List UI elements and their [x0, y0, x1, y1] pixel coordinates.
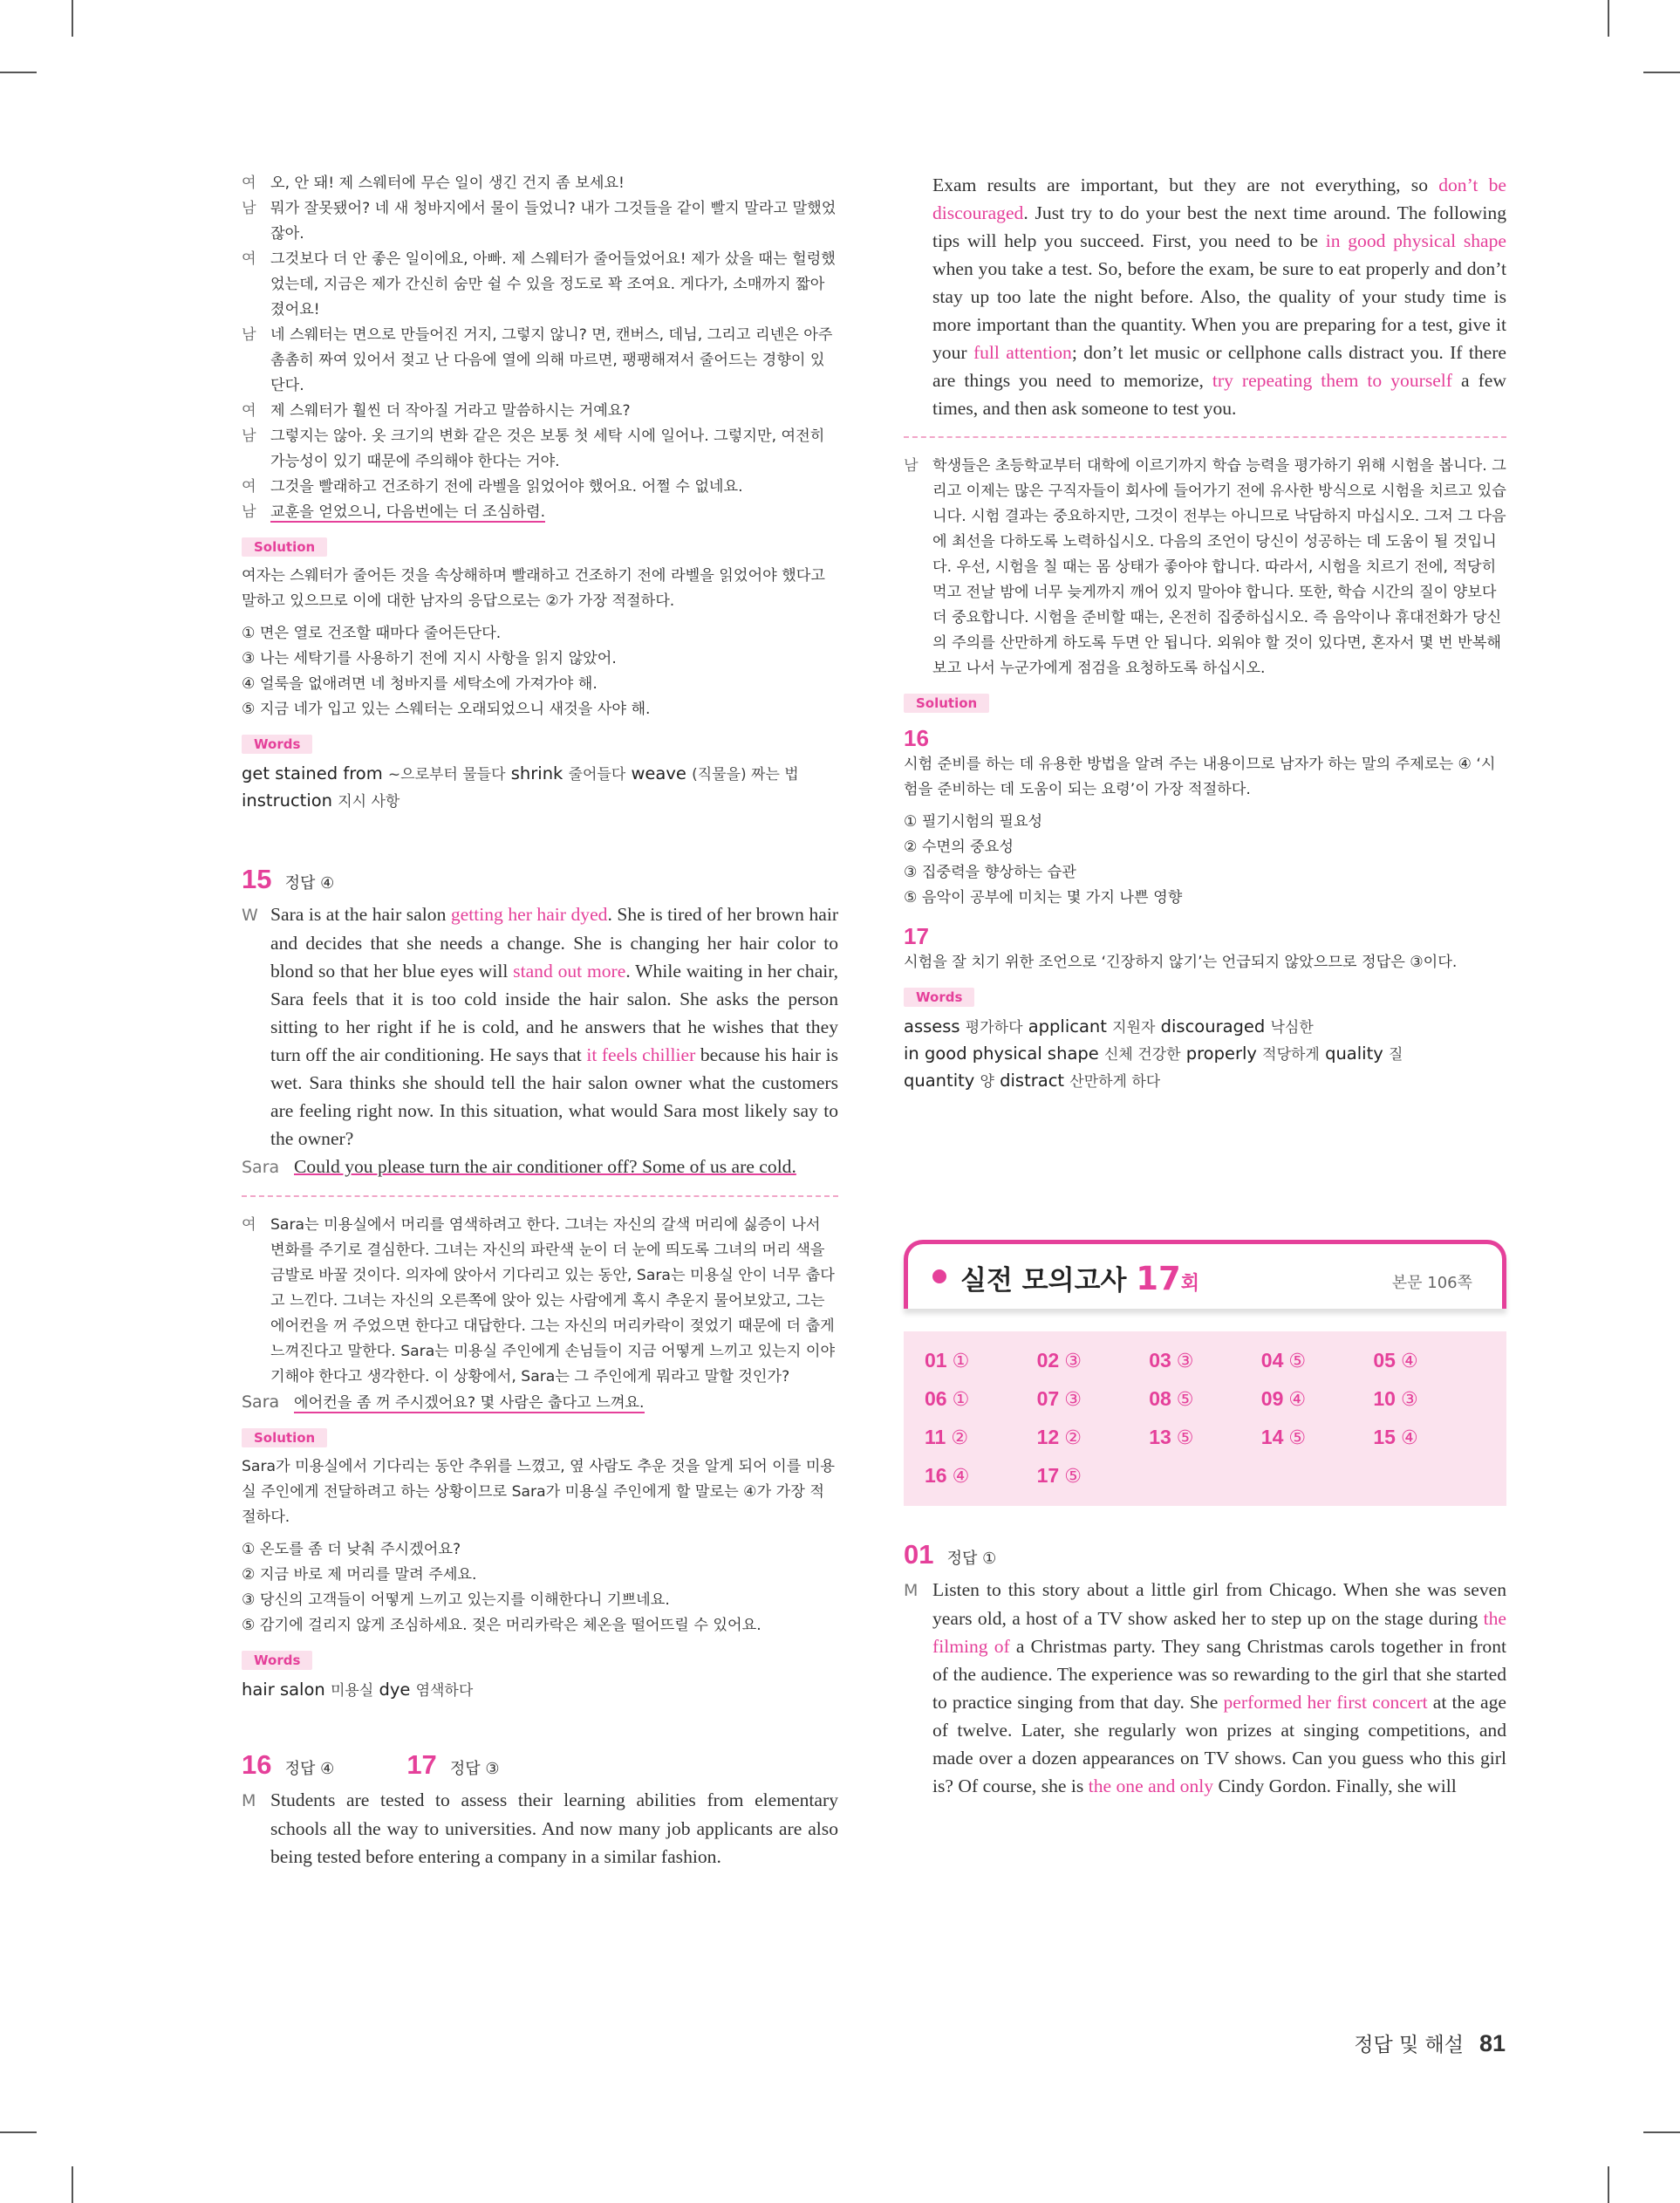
words-14 [242, 761, 838, 815]
answer-number: 09 [1260, 1387, 1284, 1410]
dialog-text: 그것보다 더 안 좋은 일이에요, 아빠. 제 스웨터가 줄어들었어요! 제가 샀을 때는 헐렁했었는데, 지금은 제가 간신히 숨만 쉴 수 있을 정도로 꽉 조여요. 게다가, 소매까지 짧아졌어요! [270, 250, 836, 318]
option-item: ⑤ 음악이 공부에 미치는 몇 가지 나쁜 영향 [904, 889, 1183, 907]
banner-number: 17 [1136, 1260, 1181, 1297]
dialog-text: 네 스웨터는 면으로 만들어진 거지, 그렇지 않니? 면, 캔버스, 데님, 그리고 리넨은 아주 촘촘히 짜여 있어서 젖고 난 다음에 열에 의해 마르면, 팽팽해져서 줄어드는 경향이 있단다. [270, 326, 833, 394]
word-korean: ~으로부터 물들다 [387, 766, 506, 783]
solution-badge: Solution [242, 537, 327, 557]
answer-cell [925, 1384, 1037, 1415]
answer-cell [1149, 1384, 1261, 1415]
word-korean: 평가하다 [965, 1019, 1023, 1037]
word-english: quantity [904, 1071, 975, 1091]
word-korean: 산만하게 하다 [1069, 1073, 1161, 1091]
answer-choice: ⑤ [1288, 1351, 1307, 1372]
option-item: ⑤ 지금 네가 입고 있는 스웨터는 오래되었으니 새것을 사야 해. [242, 701, 651, 718]
words-16-17 [904, 1014, 1506, 1095]
question-15-translation-sara [242, 1390, 838, 1416]
word-english: quality [1325, 1043, 1383, 1064]
dialog-line [242, 247, 838, 323]
crop-mark [0, 72, 37, 73]
option-item: ① 면은 열로 건조할 때마다 줄어든단다. [242, 625, 502, 642]
dialog-line [242, 171, 838, 196]
speaker-label: Sara [242, 1392, 280, 1412]
answer-label: 정답 ① [946, 1550, 997, 1568]
option-item: ④ 얼룩을 없애려면 네 청바지를 세탁소에 가져가야 해. [242, 675, 598, 693]
dialog-line [242, 475, 838, 500]
word-english: hair salon [242, 1680, 325, 1700]
speaker-label: 남 [242, 200, 256, 217]
crop-mark [1643, 2131, 1680, 2133]
answer-choice: ③ [1176, 1351, 1194, 1372]
answer-choice: ③ [1064, 1351, 1082, 1372]
words-row [904, 1041, 1506, 1068]
word-korean: 지시 사항 [338, 793, 400, 811]
page-footer [1354, 2029, 1506, 2057]
highlight-phrase: getting her hair dyed [450, 904, 608, 925]
answer-number: 03 [1149, 1349, 1171, 1372]
words-15 [242, 1677, 838, 1704]
speaker-label: M [242, 1791, 256, 1810]
solution-badge: Solution [904, 694, 989, 713]
option-item: ③ 집중력을 향상하는 습관 [904, 864, 1076, 881]
dialog-line [242, 196, 838, 247]
script-text: . Just try to do your best the next time around. The following tips will help you succeed. First, you need to be [932, 202, 1506, 251]
answer-number: 01 [925, 1349, 947, 1372]
answer-choice: ⑤ [1176, 1389, 1194, 1411]
highlight-phrase: in good physical shape [1325, 230, 1506, 251]
word-english: in good physical shape [904, 1043, 1099, 1064]
dialog-text: 오, 안 돼! 제 스웨터에 무슨 일이 생긴 건지 좀 보세요! [270, 174, 625, 192]
page-number: 81 [1479, 2030, 1506, 2056]
answer-number: 06 [925, 1387, 947, 1410]
word-korean: 양 [980, 1073, 994, 1091]
answer-number: 16 [925, 1464, 947, 1487]
answer-choice: ④ [1400, 1427, 1418, 1449]
answer-choice: ② [1064, 1427, 1082, 1449]
option-item: ⑤ 감기에 걸리지 않게 조심하세요. 젖은 머리카락은 체온을 떨어뜨릴 수 있어요. [242, 1617, 761, 1634]
speaker-label: Sara [242, 1158, 280, 1177]
answer-label: 정답 ④ [284, 874, 335, 893]
footer-label: 정답 및 해설 [1354, 2034, 1464, 2056]
dialog-line [242, 399, 838, 424]
script-text: . She is tired of her brown hair and decides that she needs a change. She is changing her hair color to blond so that her blue eyes will [270, 904, 839, 982]
crop-mark [72, 2166, 73, 2203]
highlight-phrase: full attention [973, 342, 1072, 363]
banner-title: 실전 모의고사 17회 [960, 1260, 1200, 1297]
speaker-label: 남 [904, 457, 919, 475]
answer-number: 14 [1260, 1426, 1284, 1448]
words-badge: Words [904, 988, 974, 1007]
solution-14-text: 여자는 스웨터가 줄어든 것을 속상해하며 빨래하고 건조하기 전에 라벨을 읽었어야 했다고 말하고 있으므로 이에 대한 남자의 응답으로는 ②가 가장 적절하다. [242, 567, 825, 610]
answer-cell [1373, 1384, 1485, 1415]
answer-cell [1037, 1384, 1150, 1415]
dialog-text: 교훈을 얻었으니, 다음번에는 더 조심하렴. [270, 503, 546, 521]
answer-line: 에어컨을 좀 꺼 주시겠어요? 몇 사람은 춥다고 느껴요. [294, 1394, 645, 1412]
word-korean: 줄어들다 [568, 766, 626, 783]
solution-15-text: Sara가 미용실에서 기다리는 동안 추위를 느꼈고, 옆 사람도 추운 것을 알게 되어 이를 미용실 주인에게 전달하려고 하는 상황이므로 Sara가 미용실 주인에게 할 말로는 ④가 가장 적절하다. [242, 1458, 836, 1526]
divider [904, 436, 1506, 438]
word-english: shrink [510, 763, 563, 783]
question-number: 01 [904, 1539, 934, 1570]
solution-16-number: 16 [904, 725, 929, 751]
bullet-icon [932, 1269, 946, 1283]
word-english: applicant [1028, 1016, 1107, 1037]
answer-choice: ④ [952, 1466, 970, 1488]
answer-choice: ⑤ [1288, 1427, 1307, 1449]
banner-page-ref: 본문 106쪽 [1391, 1274, 1472, 1292]
word-english: assess [904, 1016, 960, 1037]
word-korean: 적당하게 [1262, 1046, 1320, 1064]
option-item: ② 지금 바로 제 머리를 말려 주세요. [242, 1566, 477, 1584]
speaker-label: W [242, 906, 258, 925]
highlight-phrase: try repeating them to yourself [1212, 370, 1453, 391]
highlight-phrase: don’t be discouraged [932, 174, 1506, 223]
words-badge: Words [242, 1651, 312, 1670]
dialog-line [242, 500, 838, 525]
answer-cell [1037, 1422, 1150, 1454]
dialog-korean [242, 171, 838, 525]
speaker-label: 여 [242, 1216, 256, 1234]
script-text: . While waiting in her chair, Sara feels that it is too cold inside the hair salon. She asks the person sitting to her right if he is cold, and he answers that he wishes that they turn off the air conditioning. He says that [270, 961, 838, 1065]
word-english: dye [379, 1680, 411, 1700]
script-text: Cindy Gordon. Finally, she will [1213, 1775, 1457, 1796]
script-text: Sara is at the hair salon [270, 904, 451, 925]
script-text: a few times, and then ask someone to test you. [932, 370, 1506, 419]
solution-14-options [242, 621, 838, 722]
answer-choice: ① [952, 1389, 970, 1411]
script-text: at the age of twelve. Later, she regularly won prizes at singing competitions, and made over a dozen appearances on TV shows. Can you guess who this girl is? Of course, she is [932, 1692, 1506, 1796]
word-korean: 신체 건강한 [1103, 1046, 1181, 1064]
answer-number: 13 [1149, 1426, 1171, 1448]
answer-number: 05 [1373, 1349, 1396, 1372]
answer-number: 08 [1149, 1387, 1171, 1410]
crop-mark [72, 0, 73, 37]
answer-number: 10 [1373, 1387, 1396, 1410]
speaker-label: M [904, 1581, 919, 1600]
answer-label: 정답 ④ [284, 1760, 335, 1778]
word-english: instruction [242, 790, 333, 811]
option-item: ③ 나는 세탁기를 사용하기 전에 지시 사항을 읽지 않았어. [242, 650, 617, 667]
word-korean: 미용실 [330, 1682, 374, 1700]
test-banner [904, 1240, 1506, 1309]
word-korean: 낙심한 [1270, 1019, 1314, 1037]
answer-cell [1037, 1345, 1150, 1377]
word-korean: 지원자 [1112, 1019, 1156, 1037]
answer-cell [1261, 1345, 1374, 1377]
question-number: 17 [406, 1749, 437, 1780]
option-item: ① 필기시험의 필요성 [904, 813, 1043, 831]
left-column [242, 171, 838, 1871]
answer-choice: ③ [1064, 1389, 1082, 1411]
speaker-label: 남 [242, 326, 256, 344]
speaker-label: 여 [242, 402, 256, 420]
speaker-label: 여 [242, 478, 256, 496]
speaker-label: 남 [242, 503, 256, 521]
speaker-label: 여 [242, 250, 256, 268]
answer-cell [1261, 1384, 1374, 1415]
word-english: properly [1185, 1043, 1257, 1064]
answer-cell [1037, 1461, 1150, 1492]
question-16-17-header [242, 1749, 838, 1781]
answer-number: 17 [1036, 1464, 1060, 1487]
word-english: get stained from [242, 763, 383, 783]
answer-cell [925, 1422, 1037, 1454]
question-15-script [242, 900, 838, 1153]
script-text: Exam results are important, but they are not everything, so [932, 174, 1439, 195]
solution-badge: Solution [242, 1428, 327, 1447]
word-english: weave [631, 763, 686, 783]
answer-cell [925, 1461, 1037, 1492]
script-text: Listen to this story about a little girl from Chicago. When she was seven years old, a host of a TV show asked her to step up on the stage during [932, 1579, 1506, 1629]
answer-choice: ④ [1288, 1389, 1307, 1411]
question-15-header [242, 864, 838, 895]
answer-number: 04 [1260, 1349, 1284, 1372]
word-korean: 질 [1388, 1046, 1403, 1064]
answer-cell [1373, 1422, 1485, 1454]
question-number: 15 [242, 864, 272, 894]
answer-number: 11 [925, 1426, 946, 1448]
option-item: ② 수면의 중요성 [904, 838, 1014, 856]
banner-suffix: 회 [1180, 1273, 1200, 1295]
question-16-script-start [242, 1786, 838, 1871]
dialog-line [242, 323, 838, 399]
answer-number: 15 [1373, 1426, 1396, 1448]
answer-line: Could you please turn the air conditioner off? Some of us are cold. [294, 1156, 796, 1177]
word-english: distract [1000, 1071, 1065, 1091]
word-korean: 염색하다 [415, 1682, 474, 1700]
answer-label: 정답 ③ [449, 1760, 500, 1778]
highlight-phrase: stand out more [513, 961, 626, 982]
answer-cell [1149, 1422, 1261, 1454]
highlight-phrase: the filming of [932, 1608, 1506, 1657]
highlight-phrase: the one and only [1088, 1775, 1214, 1796]
answer-cell [925, 1345, 1037, 1377]
script-text: because his hair is wet. Sara thinks she should tell the hair salon owner what the customers are feeling right now. In this situation, what would Sara most likely say to the owner? [270, 1044, 838, 1149]
question-15-sara-line [242, 1153, 838, 1181]
words-row [242, 788, 838, 815]
script-text: ; don’t let music or cellphone calls distract you. If there are things you need to memorize, [932, 342, 1506, 391]
solution-17-text: 시험을 잘 치기 위한 조언으로 ‘긴장하지 않기’는 언급되지 않았으므로 정답은 ③이다. [904, 954, 1458, 971]
option-item: ③ 당신의 고객들이 어떻게 느끼고 있는지를 이해한다니 기쁘네요. [242, 1591, 670, 1609]
translation-text: Sara는 미용실에서 머리를 염색하려고 한다. 그녀는 자신의 갈색 머리에 싫증이 나서 변화를 주기로 결심한다. 그녀는 자신의 파란색 눈이 더 눈에 띄도록 그녀의 머리 색을 금발로 바꿀 것이다. 의자에 앉아서 기다리고 있는 동안, Sara는 미용실 안이 너무 춥다고 느낀다. 그녀는 자신의 오른쪽에 앉아 있는 사람에게 혹시 추운지 물어보았고, 그는 에어컨을 꺼 주었으면 한다고 대답한다. 그는 자신의 머리카락이 젖었기 때문에 더 춥게 느껴진다고 말한다. Sara는 미용실 주인에게 손님들이 지금 어떻게 느끼고 있는지 이야기해야 한다고 생각한다. 이 상황에서, Sara는 그 주인에게 뭐라고 말할 것인가? [270, 1216, 836, 1385]
word-korean: (직물을) 짜는 법 [692, 766, 799, 783]
script-text: when you take a test. So, before the exam, be sure to eat properly and don’t stay up too late the night before. Also, the quality of your study time is more important than the quantity. When you are preparing for a test, give it your [932, 258, 1506, 363]
dialog-text: 그것을 빨래하고 건조하기 전에 라벨을 읽었어야 했어요. 어쩔 수 없네요. [270, 478, 743, 496]
question-number: 16 [242, 1749, 272, 1780]
answer-cell [1261, 1422, 1374, 1454]
speaker-label: 여 [242, 174, 256, 192]
crop-mark [1643, 72, 1680, 73]
solution-15-options [242, 1537, 838, 1639]
crop-mark [1608, 0, 1609, 37]
answer-choice: ⑤ [1176, 1427, 1194, 1449]
question-16-translation [904, 454, 1506, 681]
question-01-script [904, 1576, 1506, 1800]
solution-16-text: 시험 준비를 하는 데 유용한 방법을 알려 주는 내용이므로 남자가 하는 말의 주제로는 ④ ‘시험을 준비하는 데 도움이 되는 요령’이 가장 적절하다. [904, 756, 1496, 798]
speaker-label: 남 [242, 428, 256, 445]
crop-mark [0, 2131, 37, 2133]
word-english: discouraged [1160, 1016, 1266, 1037]
dialog-text: 제 스웨터가 훨씬 더 작아질 거라고 말씀하시는 거예요? [270, 402, 631, 420]
words-row [904, 1068, 1506, 1095]
answer-number: 12 [1036, 1426, 1060, 1448]
translation-text: 학생들은 초등학교부터 대학에 이르기까지 학습 능력을 평가하기 위해 시험을 봅니다. 그리고 이제는 많은 구직자들이 회사에 들어가기 전에 유사한 방식으로 시험을 치르고 있습니다. 시험 결과는 중요하지만, 그것이 전부는 아니므로 낙담하지 마십시오. 그저 그 다음에 최선을 다하도록 노력하십시오. 다음의 조언이 당신이 성공하는 데 도움이 될 것입니다. 우선, 시험을 칠 때는 몸 상태가 좋아야 합니다. 따라서, 시험을 치르기 전에, 적당히 먹고 전날 밤에 너무 늦게까지 깨어 있지 말아야 합니다. 또한, 학습 시간의 질이 양보다 더 중요합니다. 시험을 준비할 때는, 온전히 집중하십시오. 즉 음악이나 휴대전화가 당신의 주의를 산만하게 하도록 두면 안 됩니다. 외워야 할 것이 있다면, 혼자서 몇 번 반복해 보고 나서 누군가에게 점검을 요청하도록 하십시오. [932, 457, 1506, 677]
dialog-line [242, 424, 838, 475]
right-column [904, 171, 1506, 1800]
answer-cell [1149, 1345, 1261, 1377]
question-01-header [904, 1539, 1506, 1570]
answer-cell [1373, 1345, 1485, 1377]
words-row [904, 1014, 1506, 1041]
words-row [242, 761, 838, 788]
words-badge: Words [242, 735, 312, 754]
answer-number: 07 [1036, 1387, 1060, 1410]
solution-17-number: 17 [904, 923, 929, 949]
dialog-text: 뭐가 잘못됐어? 네 새 청바지에서 물이 들었니? 내가 그것들을 같이 빨지 말라고 말했었잖아. [270, 200, 837, 243]
script-text: a Christmas party. They sang Christmas carols together in front of the audience. The experience was so rewarding to the girl that she started to practice singing from that day. She [932, 1636, 1507, 1713]
solution-16-options [904, 810, 1506, 911]
highlight-phrase: it feels chillier [586, 1044, 696, 1065]
highlight-phrase: performed her first concert [1223, 1692, 1428, 1713]
script-text: Students are tested to assess their learning abilities from elementary schools all the way to universities. And now many job applicants are also being tested before entering a company in a similar fashion. [270, 1789, 838, 1867]
divider [242, 1195, 838, 1197]
question-16-script-cont [904, 171, 1506, 422]
crop-mark [1608, 2166, 1609, 2203]
answer-number: 02 [1036, 1349, 1060, 1372]
answer-choice: ② [951, 1427, 969, 1449]
answer-choice: ③ [1400, 1389, 1418, 1411]
answer-grid [904, 1331, 1506, 1506]
answer-choice: ④ [1400, 1351, 1418, 1372]
dialog-text: 그렇지는 않아. 옷 크기의 변화 같은 것은 보통 첫 세탁 시에 일어나. 그렇지만, 여전히 가능성이 있기 때문에 주의해야 한다는 거야. [270, 428, 825, 470]
option-item: ① 온도를 좀 더 낮춰 주시겠어요? [242, 1541, 461, 1558]
answer-choice: ⑤ [1064, 1466, 1082, 1488]
question-15-translation [242, 1213, 838, 1390]
answer-choice: ① [952, 1351, 970, 1372]
